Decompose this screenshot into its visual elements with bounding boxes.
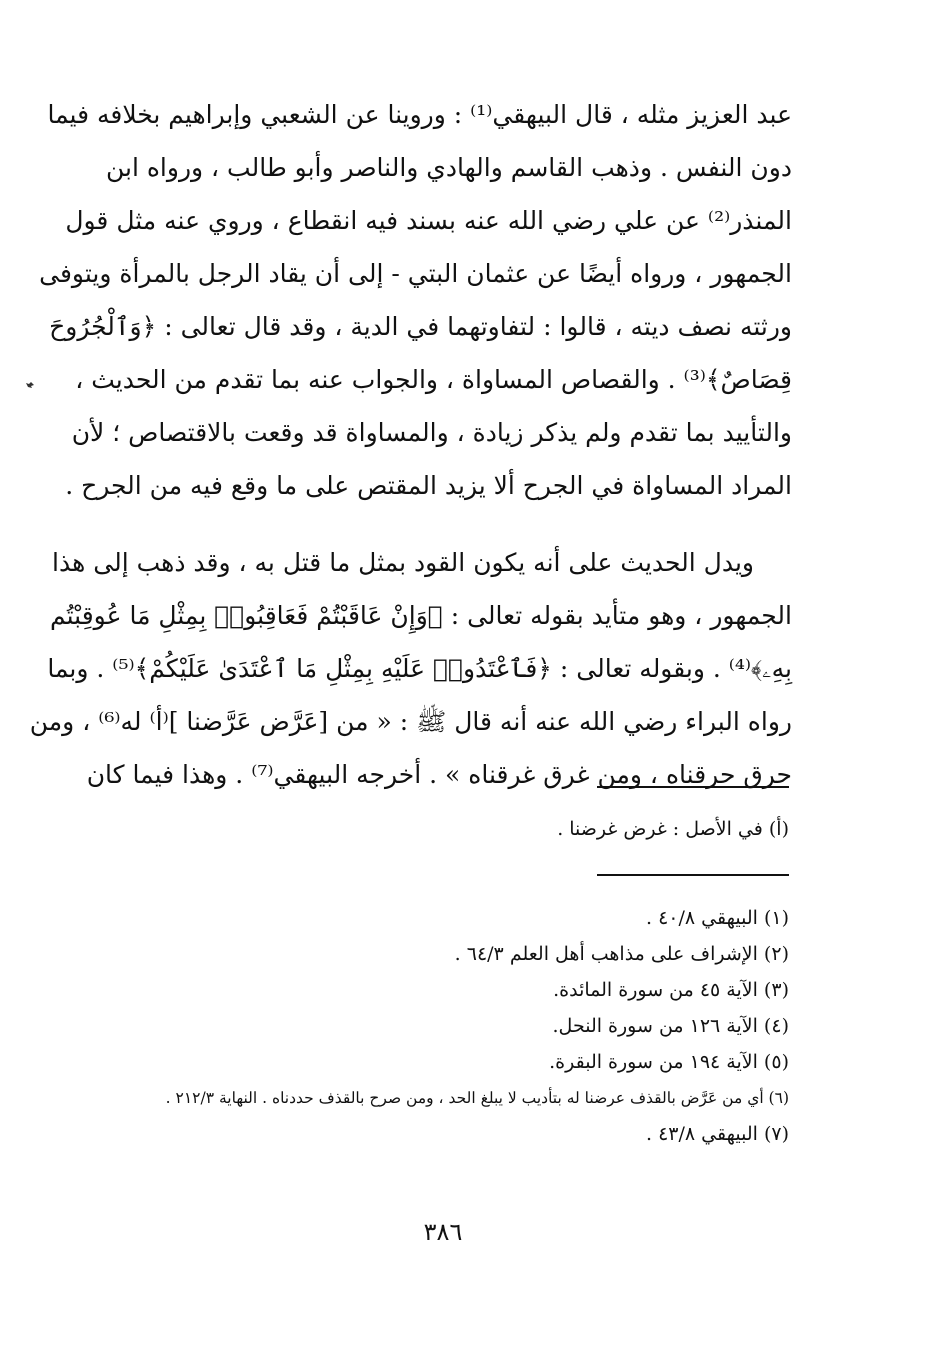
editor-note: (أ) في الأصل : غرض غرضنا .: [557, 818, 789, 840]
paragraph-2: [29, 536, 792, 801]
page-number: ٣٨٦: [423, 1218, 463, 1246]
text-line: دون النفس . وذهب القاسم والهادي والناصر وأبو طالب ، ورواه ابن: [105, 153, 792, 182]
footnote: (٥) الآية ١٩٤ من سورة البقرة.: [549, 1051, 789, 1073]
separator-rule: [597, 786, 789, 788]
text-line: قِصَاصٌ﴾⁽³⁾ . والقصاص المساواة ، والجواب عنه بما تقدم من الحديث ،: [75, 365, 792, 394]
text-line: رواه البراء رضي الله عنه أنه قال ﷺ : « من [عَرَّض عَرَّضنا ]⁽أ⁾ له⁽⁶⁾ ، ومن: [29, 707, 792, 736]
text-line: الجمهور ، ورواه أيضًا عن عثمان البتي - إلى أن يقاد الرجل بالمرأة ويتوفى: [39, 259, 792, 288]
paragraph-gap: [130, 512, 792, 536]
text-line: عبد العزيز مثله ، قال البيهقي⁽¹⁾ : وروينا عن الشعبي وإبراهيم بخلافه فيما: [47, 100, 792, 129]
scan-speck: [25, 381, 35, 389]
footnote: (١) البيهقي ٤٠/٨ .: [646, 907, 789, 929]
footnote: (٢) الإشراف على مذاهب أهل العلم ٦٤/٣ .: [454, 943, 789, 965]
footnote: (٤) الآية ١٢٦ من سورة النحل.: [552, 1015, 789, 1037]
footnote: (٣) الآية ٤٥ من سورة المائدة.: [553, 979, 789, 1001]
paragraph-1: [39, 88, 792, 512]
footnote: (٦) أي من عَرَّض بالقذف عرضنا له بتأديب لا يبلغ الحد ، ومن صرح بالقذف حددناه . النهاية ٢١٢/٣ .: [165, 1089, 789, 1107]
footnotes: [166, 900, 789, 1152]
text-line: ويدل الحديث على أنه يكون القود بمثل ما قتل به ، وقد ذهب إلى هذا: [52, 548, 754, 577]
text-line: والتأييد بما تقدم ولم يذكر زيادة ، والمساواة قد وقعت بالاقتصاص ؛ لأن: [71, 418, 792, 447]
text-line: المنذر⁽²⁾ عن علي رضي الله عنه بسند فيه انقطاع ، وروي عنه مثل قول: [65, 206, 792, 235]
footnote: (٧) البيهقي ٤٣/٨ .: [646, 1123, 789, 1145]
text-line: بِهِۦ﴾⁽⁴⁾ . وبقوله تعالى : ﴿فَٱعْتَدُوا۟ عَلَيْهِ بِمِثْلِ مَا ٱعْتَدَىٰ عَلَيْكُمْ﴾⁽⁵⁾ . وبما: [47, 654, 792, 683]
text-line: ورثته نصف ديته ، قالوا : لتفاوتهما في الدية ، وقد قال تعالى : ﴿وَٱلْجُرُوحَ: [49, 312, 792, 341]
text-line: حرق حرقناه ، ومن غرق غرقناه » . أخرجه البيهقي⁽⁷⁾ . وهذا فيما كان: [86, 760, 792, 789]
main-text: [29, 88, 792, 801]
text-line: الجمهور ، وهو متأيد بقوله تعالى : ﴿وَإِنْ عَاقَبْتُمْ فَعَاقِبُوا۟ بِمِثْلِ مَا عُوقِبْتُم: [50, 601, 792, 630]
text-line: المراد المساواة في الجرح ألا يزيد المقتص على ما وقع فيه من الجرح .: [65, 471, 792, 500]
separator-rule: [597, 874, 789, 876]
